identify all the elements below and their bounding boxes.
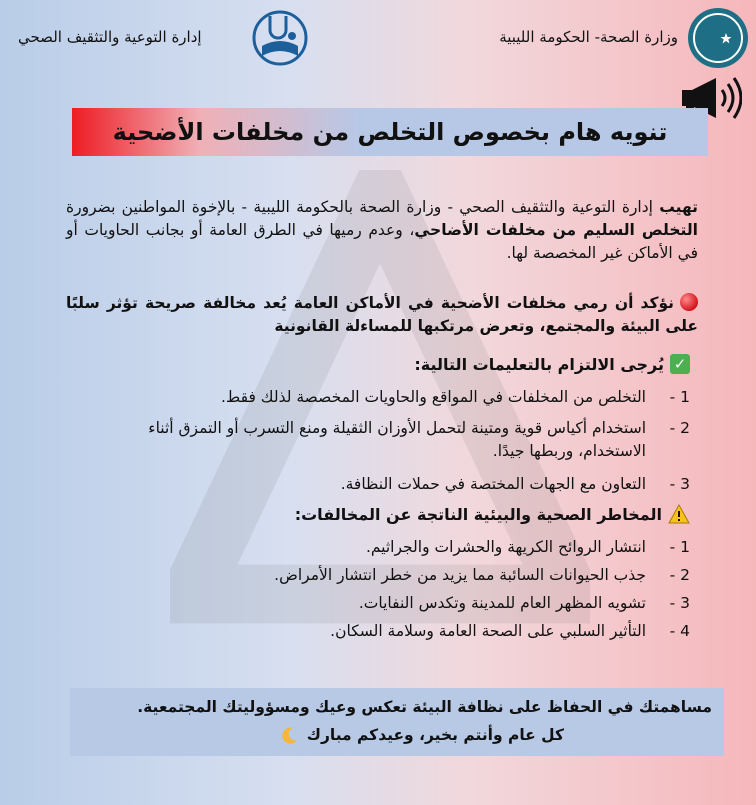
intro-text-1: إدارة التوعية والتثقيف الصحي - وزارة الصحة بالحكومة الليبية - بالإخوة المواطنين بضرورة [66,198,660,216]
intro-paragraph [66,196,698,265]
eid-greeting: كل عام وأنتم بخير، وعيدكم مبارك [306,726,564,744]
item-text: تشويه المظهر العام للمدينة وتكدس النفايات. [358,594,646,612]
title-banner [72,108,708,156]
intro-text-2: ، وعدم رميها في الطرق العامة أو بجانب الحاويات أو في الأماكن غير المخصصة لها. [66,221,698,262]
item-text: التأثير السلبي على الصحة العامة وسلامة السكان. [330,622,646,640]
risks-heading-row [295,504,690,524]
item-text: التعاون مع الجهات المختصة في حملات النظافة. [340,475,646,493]
stethoscope-book-icon [248,6,308,70]
item-text: جذب الحيوانات السائبة مما يزيد من خطر انتشار الأمراض. [274,566,646,584]
check-mark-icon: ✓ [670,354,690,374]
intro-lead: تهيب [659,198,698,216]
item-number: 1 - [669,538,690,556]
list-item [90,386,690,409]
header [0,0,756,80]
item-text: التخلص من المخلفات في المواقع والحاويات المخصصة لذلك فقط. [220,388,646,406]
intro-bold: التخلص السليم من مخلفات الأضاحي [414,221,698,239]
warning-text: نؤكد أن رمي مخلفات الأضحية في الأماكن العامة يُعد مخالفة صريحة تؤثر سلبًا على البيئة والمجتمع، وتعرض مرتكبها للمساءلة القانونية [66,294,698,335]
government-seal-icon [686,6,750,70]
list-item [90,536,690,559]
item-number: 2 - [669,419,690,437]
red-circle-icon [680,293,698,311]
item-text: استخدام أكياس قوية ومتينة لتحمل الأوزان الثقيلة ومنع التسرب أو التمزق أثناء الاستخدام، وربطها جيدًا. [148,419,646,460]
item-number: 3 - [669,475,690,493]
list-item [90,473,690,496]
eid-greeting-row [281,726,564,744]
page-title: تنويه هام بخصوص التخلص من مخلفات الأضحية [112,118,668,146]
list-item [90,417,690,463]
warning-paragraph [66,292,698,338]
risks-heading: المخاطر الصحية والبيئية الناتجة عن المخالفات: [294,504,662,524]
warning-sign-icon [668,504,690,524]
instructions-heading-row [414,354,690,374]
department-name: إدارة التوعية والتثقيف الصحي [18,28,202,46]
item-number: 4 - [669,622,690,640]
crescent-moon-icon [281,726,299,744]
risks-list [90,536,690,643]
list-item [90,564,690,587]
list-item [90,592,690,615]
instructions-list [90,386,690,496]
ministry-name: وزارة الصحة- الحكومة الليبية [499,28,678,46]
item-number: 3 - [669,594,690,612]
item-text: انتشار الروائح الكريهة والحشرات والجراثيم. [365,538,646,556]
item-number: 1 - [669,388,690,406]
instructions-heading: يُرجى الالتزام بالتعليمات التالية: [414,354,664,374]
footer-message: مساهمتك في الحفاظ على نظافة البيئة تعكس وعيك ومسؤوليتك المجتمعية. [137,698,712,716]
list-item [90,620,690,643]
item-number: 2 - [669,566,690,584]
footer-banner [70,688,724,756]
